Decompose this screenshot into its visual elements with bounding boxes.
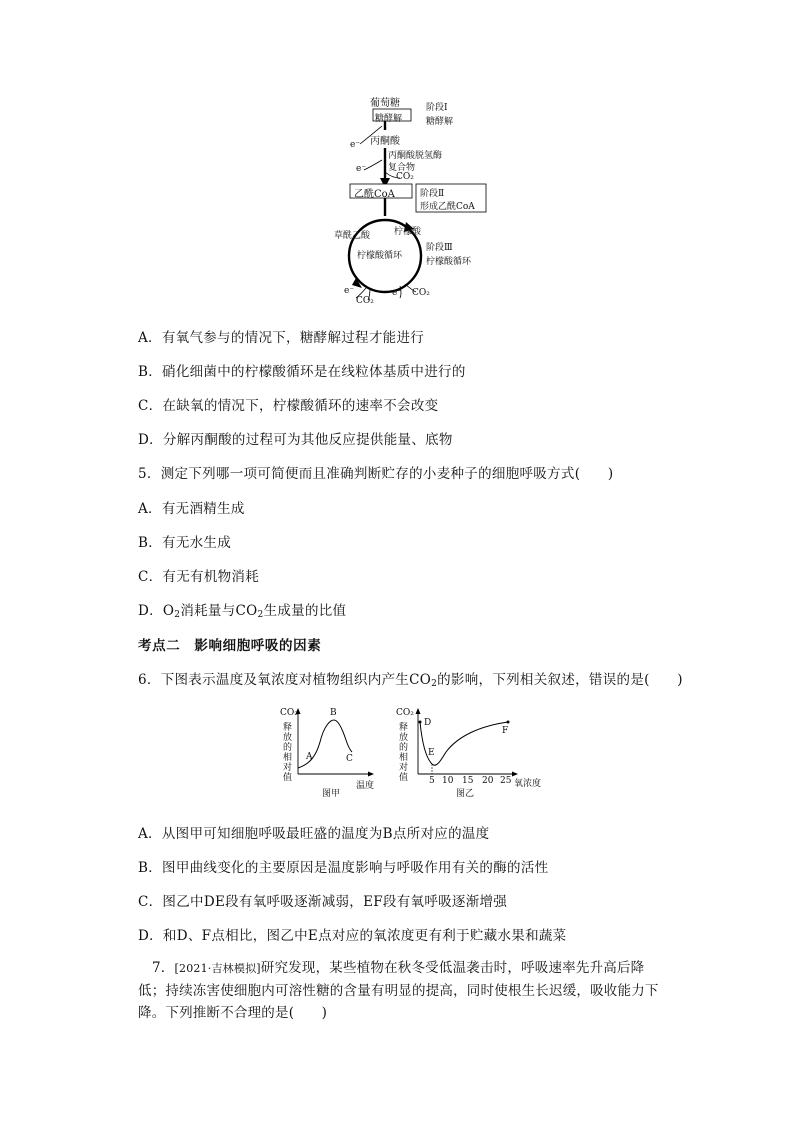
chart-jia-ylabel-5: 对 bbox=[283, 763, 293, 773]
co2-label-3: CO₂ bbox=[412, 288, 430, 298]
q4-option-c: C．在缺氧的情况下，柠檬酸循环的速率不会改变 bbox=[138, 398, 439, 414]
chart-jia-ylabel-2: 放 bbox=[283, 733, 293, 743]
stage3-sub-label: 柠檬酸循环 bbox=[426, 257, 472, 267]
chart-yi-tick-15: 15 bbox=[462, 776, 474, 786]
stage1-sub-label: 糖酵解 bbox=[426, 117, 454, 127]
q5-d-sub1: 2 bbox=[174, 610, 181, 620]
q6-option-b: B．图甲曲线变化的主要原因是温度影响与呼吸作用有关的酶的活性 bbox=[138, 860, 549, 876]
q5-option-a: A．有无酒精生成 bbox=[138, 501, 245, 517]
chart-yi-point-e: E bbox=[428, 748, 435, 758]
chart-yi bbox=[396, 706, 552, 798]
chart-jia-point-a: A bbox=[306, 752, 313, 762]
co2-label-1: CO₂ bbox=[396, 172, 414, 182]
chart-jia-ylabel-co2: CO₂ bbox=[280, 708, 298, 718]
q6-stem-prefix: 6．下图表示温度及氧浓度对植物组织内产生CO bbox=[138, 672, 432, 688]
q5-d-mid: 消耗量与CO bbox=[180, 603, 258, 619]
chart-yi-ylabel-2: 放 bbox=[399, 733, 409, 743]
chart-yi-ylabel-co2: CO₂ bbox=[396, 708, 414, 718]
chart-jia bbox=[280, 706, 388, 798]
chart-yi-ylabel-3: 的 bbox=[399, 743, 409, 753]
citrate-label: 柠檬酸 bbox=[394, 227, 422, 237]
q5-d-sub2: 2 bbox=[257, 610, 264, 620]
chart-jia-ylabel-1: 释 bbox=[283, 723, 293, 733]
chart-jia-title: 图甲 bbox=[322, 789, 341, 799]
cycle-label: 柠檬酸循环 bbox=[357, 251, 403, 261]
stage2-sub-label: 形成乙酰CoA bbox=[420, 202, 475, 212]
chart-yi-curve bbox=[420, 722, 508, 765]
q5-option-b: B．有无水生成 bbox=[138, 535, 232, 551]
chart-jia-ylabel-3: 的 bbox=[283, 743, 293, 753]
respiration-diagram bbox=[330, 92, 500, 307]
q5-option-c: C．有无有机物消耗 bbox=[138, 569, 260, 585]
electron-label-3: e⁻ bbox=[344, 286, 355, 296]
chart-yi-title: 图乙 bbox=[456, 789, 475, 799]
chart-yi-ylabel-1: 释 bbox=[399, 723, 409, 733]
chart-yi-ylabel-5: 对 bbox=[399, 763, 409, 773]
chart-yi-ylabel-6: 值 bbox=[399, 773, 409, 783]
glycolysis-box-label: 糖酵解 bbox=[375, 114, 403, 124]
q4-option-a: A．有氧气参与的情况下，糖酵解过程才能进行 bbox=[138, 330, 425, 346]
q4-option-b: B．硝化细菌中的柠檬酸循环是在线粒体基质中进行的 bbox=[138, 364, 466, 380]
chart-yi-tick-10: 10 bbox=[442, 776, 454, 786]
q6-option-c: C．图乙中DE段有氧呼吸逐渐减弱，EF段有氧呼吸逐渐增强 bbox=[138, 894, 508, 910]
electron-label-4: e⁻ bbox=[392, 288, 403, 298]
chart-jia-point-b: B bbox=[330, 708, 337, 718]
pyruvate-label: 丙酮酸 bbox=[370, 136, 400, 147]
q6-stem bbox=[138, 668, 683, 689]
q5-d-prefix: D．O bbox=[138, 603, 175, 619]
chart-jia-point-c: C bbox=[346, 754, 353, 764]
chart-yi-tick-5: 5 bbox=[429, 776, 435, 786]
q7-source: [2021·吉林模拟] bbox=[174, 962, 261, 975]
q6-stem-sub: 2 bbox=[431, 679, 438, 689]
electron-label-2: e⁻ bbox=[356, 164, 367, 174]
q7-text: 研究发现，某些植物在秋冬受低温袭击时，呼吸速率先升高后降低；持续冻害使细胞内可溶性糖的含量有明显的提高，同时使根生长迟缓，吸收能力下降。下列推断不合理的是( ) bbox=[138, 960, 659, 1021]
glucose-label: 葡萄糖 bbox=[370, 98, 400, 109]
oxaloacetate-label: 草酰乙酸 bbox=[334, 231, 371, 241]
section-heading: 考点二 影响细胞呼吸的因素 bbox=[138, 638, 322, 654]
co2-label-2: CO₂ bbox=[356, 296, 374, 306]
chart-yi-tick-20: 20 bbox=[482, 776, 494, 786]
stage2-label: 阶段Ⅱ bbox=[420, 189, 445, 199]
q5-option-d bbox=[138, 599, 346, 620]
enzyme-label: 丙酮酸脱氢酶 bbox=[388, 151, 443, 161]
chart-jia-ylabel-6: 值 bbox=[283, 773, 293, 783]
q6-stem-suffix: 的影响，下列相关叙述，错误的是( ) bbox=[437, 672, 683, 688]
q5-stem: 5．测定下列哪一项可简便而且准确判断贮存的小麦种子的细胞呼吸方式( ) bbox=[138, 466, 614, 482]
chart-yi-ylabel-4: 相 bbox=[399, 753, 409, 763]
chart-yi-point-d: D bbox=[424, 718, 432, 728]
chart-yi-point-f: F bbox=[502, 726, 509, 736]
stage3-label: 阶段Ⅲ bbox=[426, 243, 453, 253]
q7-number: 7． bbox=[152, 960, 175, 976]
q6-option-a: A．从图甲可知细胞呼吸最旺盛的温度为B点所对应的温度 bbox=[138, 826, 490, 842]
electron-label-1: e⁻ bbox=[350, 140, 361, 150]
chart-jia-xlabel: 温度 bbox=[356, 781, 375, 791]
acetylcoa-label: 乙酰CoA bbox=[354, 189, 395, 200]
q6-option-d: D．和D、F点相比，图乙中E点对应的氧浓度更有利于贮藏水果和蔬菜 bbox=[138, 928, 567, 944]
chart-jia-ylabel-4: 相 bbox=[283, 753, 293, 763]
chart-yi-point-f-dot bbox=[507, 721, 510, 724]
q7-paragraph bbox=[138, 957, 666, 1024]
chart-yi-point-d-dot bbox=[419, 721, 422, 724]
enzyme-sub-label: 复合物 bbox=[388, 163, 416, 173]
chart-yi-xlabel: 氧浓度 bbox=[514, 779, 542, 789]
q5-d-suffix: 生成量的比值 bbox=[263, 603, 347, 619]
q4-option-d: D．分解丙酮酸的过程可为其他反应提供能量、底物 bbox=[138, 432, 453, 448]
stage1-label: 阶段Ⅰ bbox=[426, 103, 448, 113]
chart-yi-tick-25: 25 bbox=[500, 776, 512, 786]
